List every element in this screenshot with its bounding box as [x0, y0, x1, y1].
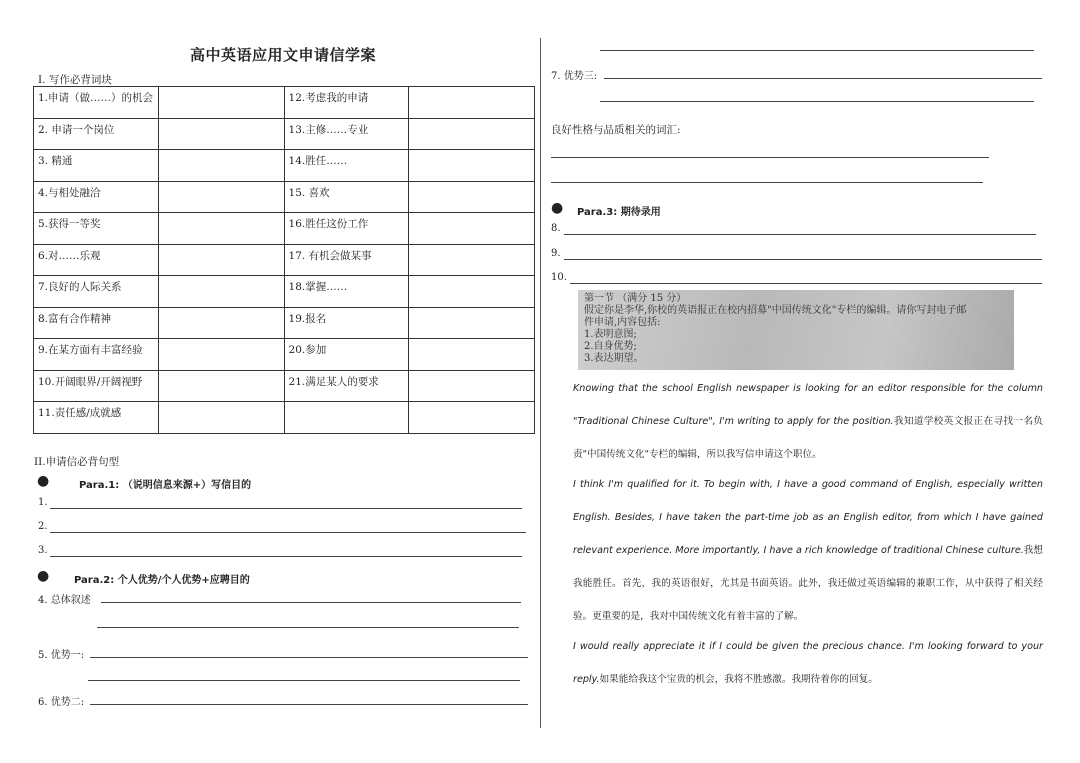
vocab-row [34, 213, 535, 245]
vocab-prompt-cell: 8.富有合作精神 [34, 307, 159, 339]
vocab-answer-cell[interactable] [158, 213, 284, 245]
photo-line: 假定你是李华,你校的英语报正在校内招募"中国传统文化"专栏的编辑。请你写封电子邮 [584, 305, 967, 316]
vocab-answer-cell[interactable] [158, 370, 284, 402]
essay-p2-zh: 我想我能胜任。首先，我的英语很好，尤其是书面英语。此外，我还做过英语编辑的兼职工作，从中获得了相关经验。更重要的是，我对中国传统文化有着丰富的了解。 [573, 545, 1044, 622]
answer-line-3[interactable] [50, 556, 522, 557]
vocab-prompt-cell: 13.主修……专业 [284, 118, 409, 150]
answer-line-5[interactable] [90, 657, 528, 658]
column-divider [540, 38, 541, 728]
bullet-icon: ● [37, 568, 50, 584]
vocab-prompt-cell: 14.胜任…… [284, 150, 409, 182]
line-label-7: 7. 优势三: [551, 71, 598, 82]
answer-line-1[interactable] [50, 508, 522, 509]
photo-line: 件申请,内容包括: [584, 317, 661, 328]
essay-paragraph-3 [551, 630, 1043, 696]
vocab-answer-cell[interactable] [409, 118, 535, 150]
line-label-3: 3. [38, 545, 48, 556]
answer-line-5b[interactable] [88, 680, 520, 681]
line-label-10: 10. [551, 272, 567, 283]
vocab-prompt-cell: 19.报名 [284, 307, 409, 339]
answer-line-6b[interactable] [600, 50, 1034, 51]
line-label-1: 1. [38, 497, 48, 508]
line-label-4: 4. 总体叙述 [38, 595, 91, 606]
essay-p3-en: I would really appreciate it if I could be given the precious chance. I'm looking forward to your reply. [573, 641, 1043, 685]
vocab-answer-cell[interactable] [158, 402, 284, 434]
vocab-prompt-cell: 17. 有机会做某事 [284, 244, 409, 276]
answer-line-7[interactable] [604, 78, 1042, 79]
para1-heading: Para.1: （说明信息来源+）写信目的 [79, 480, 252, 491]
vocab-prompt-cell: 7.良好的人际关系 [34, 276, 159, 308]
bullet-icon: ● [551, 200, 564, 216]
section-vocab-heading: I. 写作必背词块 [38, 74, 112, 86]
vocab-answer-cell[interactable] [409, 307, 535, 339]
vocab-answer-cell[interactable] [158, 87, 284, 119]
vocab-prompt-cell: 11.责任感/成就感 [34, 402, 159, 434]
vocab-row [34, 244, 535, 276]
vocab-prompt-cell: 15. 喜欢 [284, 181, 409, 213]
essay-p3-zh: 如果能给我这个宝贵的机会，我将不胜感激。我期待着你的回复。 [599, 674, 878, 685]
vocab-prompt-cell: 20.参加 [284, 339, 409, 371]
vocab-row [34, 118, 535, 150]
vocab-prompt-cell: 3. 精通 [34, 150, 159, 182]
essay-p2-en: I think I'm qualified for it. To begin with, I have a good command of English, especially written English. Besides, I have taken the part-time job as an English editor, from which I have gained relevant experience. More importantly, I have a rich knowledge of traditional Chinese culture. [573, 479, 1043, 556]
photo-line: 第一节 （满分 15 分） [584, 293, 687, 304]
vocab-answer-cell[interactable] [158, 307, 284, 339]
answer-line-2[interactable] [50, 532, 526, 533]
vocab-answer-cell[interactable] [409, 370, 535, 402]
vocab-prompt-cell: 5.获得一等奖 [34, 213, 159, 245]
vocab-row [34, 307, 535, 339]
vocab-prompt-cell: 1.申请（做……）的机会 [34, 87, 159, 119]
section-sentences-heading: II.申请信必背句型 [34, 456, 120, 468]
vocab-answer-cell[interactable] [409, 276, 535, 308]
line-label-6: 6. 优势二: [38, 697, 85, 708]
vocab-answer-cell[interactable] [158, 244, 284, 276]
vocab-answer-cell[interactable] [158, 276, 284, 308]
vocab-row [34, 276, 535, 308]
vocab-prompt-cell: 6.对……乐观 [34, 244, 159, 276]
vocab-answer-cell[interactable] [409, 181, 535, 213]
vocab-prompt-cell: 10.开阔眼界/开阔视野 [34, 370, 159, 402]
page-title: 高中英语应用文申请信学案 [190, 46, 377, 64]
task-photo [578, 290, 1014, 370]
vocab-answer-cell[interactable] [158, 118, 284, 150]
vocab-prompt-cell: 9.在某方面有丰富经验 [34, 339, 159, 371]
vocab-prompt-cell: 12.考虑我的申请 [284, 87, 409, 119]
para3-heading: Para.3: 期待录用 [577, 207, 661, 218]
model-essay [551, 372, 1043, 696]
traits-heading: 良好性格与品质相关的词汇: [551, 124, 681, 136]
traits-line-1[interactable] [551, 157, 989, 158]
answer-line-8[interactable] [564, 234, 1036, 235]
vocab-row [34, 402, 535, 434]
vocab-prompt-cell: 2. 申请一个岗位 [34, 118, 159, 150]
vocab-answer-cell[interactable] [158, 339, 284, 371]
vocab-row [34, 370, 535, 402]
answer-line-4[interactable] [101, 602, 521, 603]
vocab-prompt-cell: 18.掌握…… [284, 276, 409, 308]
vocab-prompt-cell [284, 402, 409, 434]
line-label-9: 9. [551, 248, 561, 259]
essay-p1-zh: 我知道学校英文报正在寻找一名负责"中国传统文化"专栏的编辑，所以我写信申请这个职位。 [573, 416, 1043, 460]
answer-line-9[interactable] [564, 259, 1042, 260]
vocab-answer-cell[interactable] [409, 244, 535, 276]
vocab-answer-cell[interactable] [409, 213, 535, 245]
vocab-prompt-cell: 16.胜任这份工作 [284, 213, 409, 245]
essay-paragraph-2 [551, 468, 1043, 633]
vocab-answer-cell[interactable] [409, 402, 535, 434]
traits-line-2[interactable] [551, 182, 983, 183]
answer-line-4b[interactable] [97, 627, 519, 628]
essay-paragraph-1 [551, 372, 1043, 471]
vocab-table [33, 86, 535, 434]
essay-p1-en: Knowing that the school English newspaper is looking for an editor responsible for the column "Traditional Chinese Culture", I'm writing to apply for the position. [573, 383, 1043, 427]
vocab-row [34, 181, 535, 213]
photo-line: 2.自身优势; [584, 341, 637, 352]
vocab-answer-cell[interactable] [409, 339, 535, 371]
vocab-answer-cell[interactable] [158, 181, 284, 213]
answer-line-7b[interactable] [600, 101, 1034, 102]
vocab-answer-cell[interactable] [409, 87, 535, 119]
line-label-8: 8. [551, 223, 561, 234]
answer-line-6[interactable] [90, 704, 528, 705]
answer-line-10[interactable] [570, 283, 1042, 284]
para2-heading: Para.2: 个人优势/个人优势+应聘目的 [74, 575, 250, 586]
vocab-row [34, 87, 535, 119]
vocab-prompt-cell: 21.满足某人的要求 [284, 370, 409, 402]
photo-line: 3.表达期望。 [584, 353, 644, 364]
vocab-prompt-cell: 4.与相处融洽 [34, 181, 159, 213]
photo-line: 1.表明意图; [584, 329, 637, 340]
line-label-5: 5. 优势一: [38, 650, 85, 661]
vocab-row [34, 339, 535, 371]
vocab-row [34, 150, 535, 182]
vocab-answer-cell[interactable] [409, 150, 535, 182]
line-label-2: 2. [38, 521, 48, 532]
bullet-icon: ● [37, 473, 50, 489]
vocab-answer-cell[interactable] [158, 150, 284, 182]
